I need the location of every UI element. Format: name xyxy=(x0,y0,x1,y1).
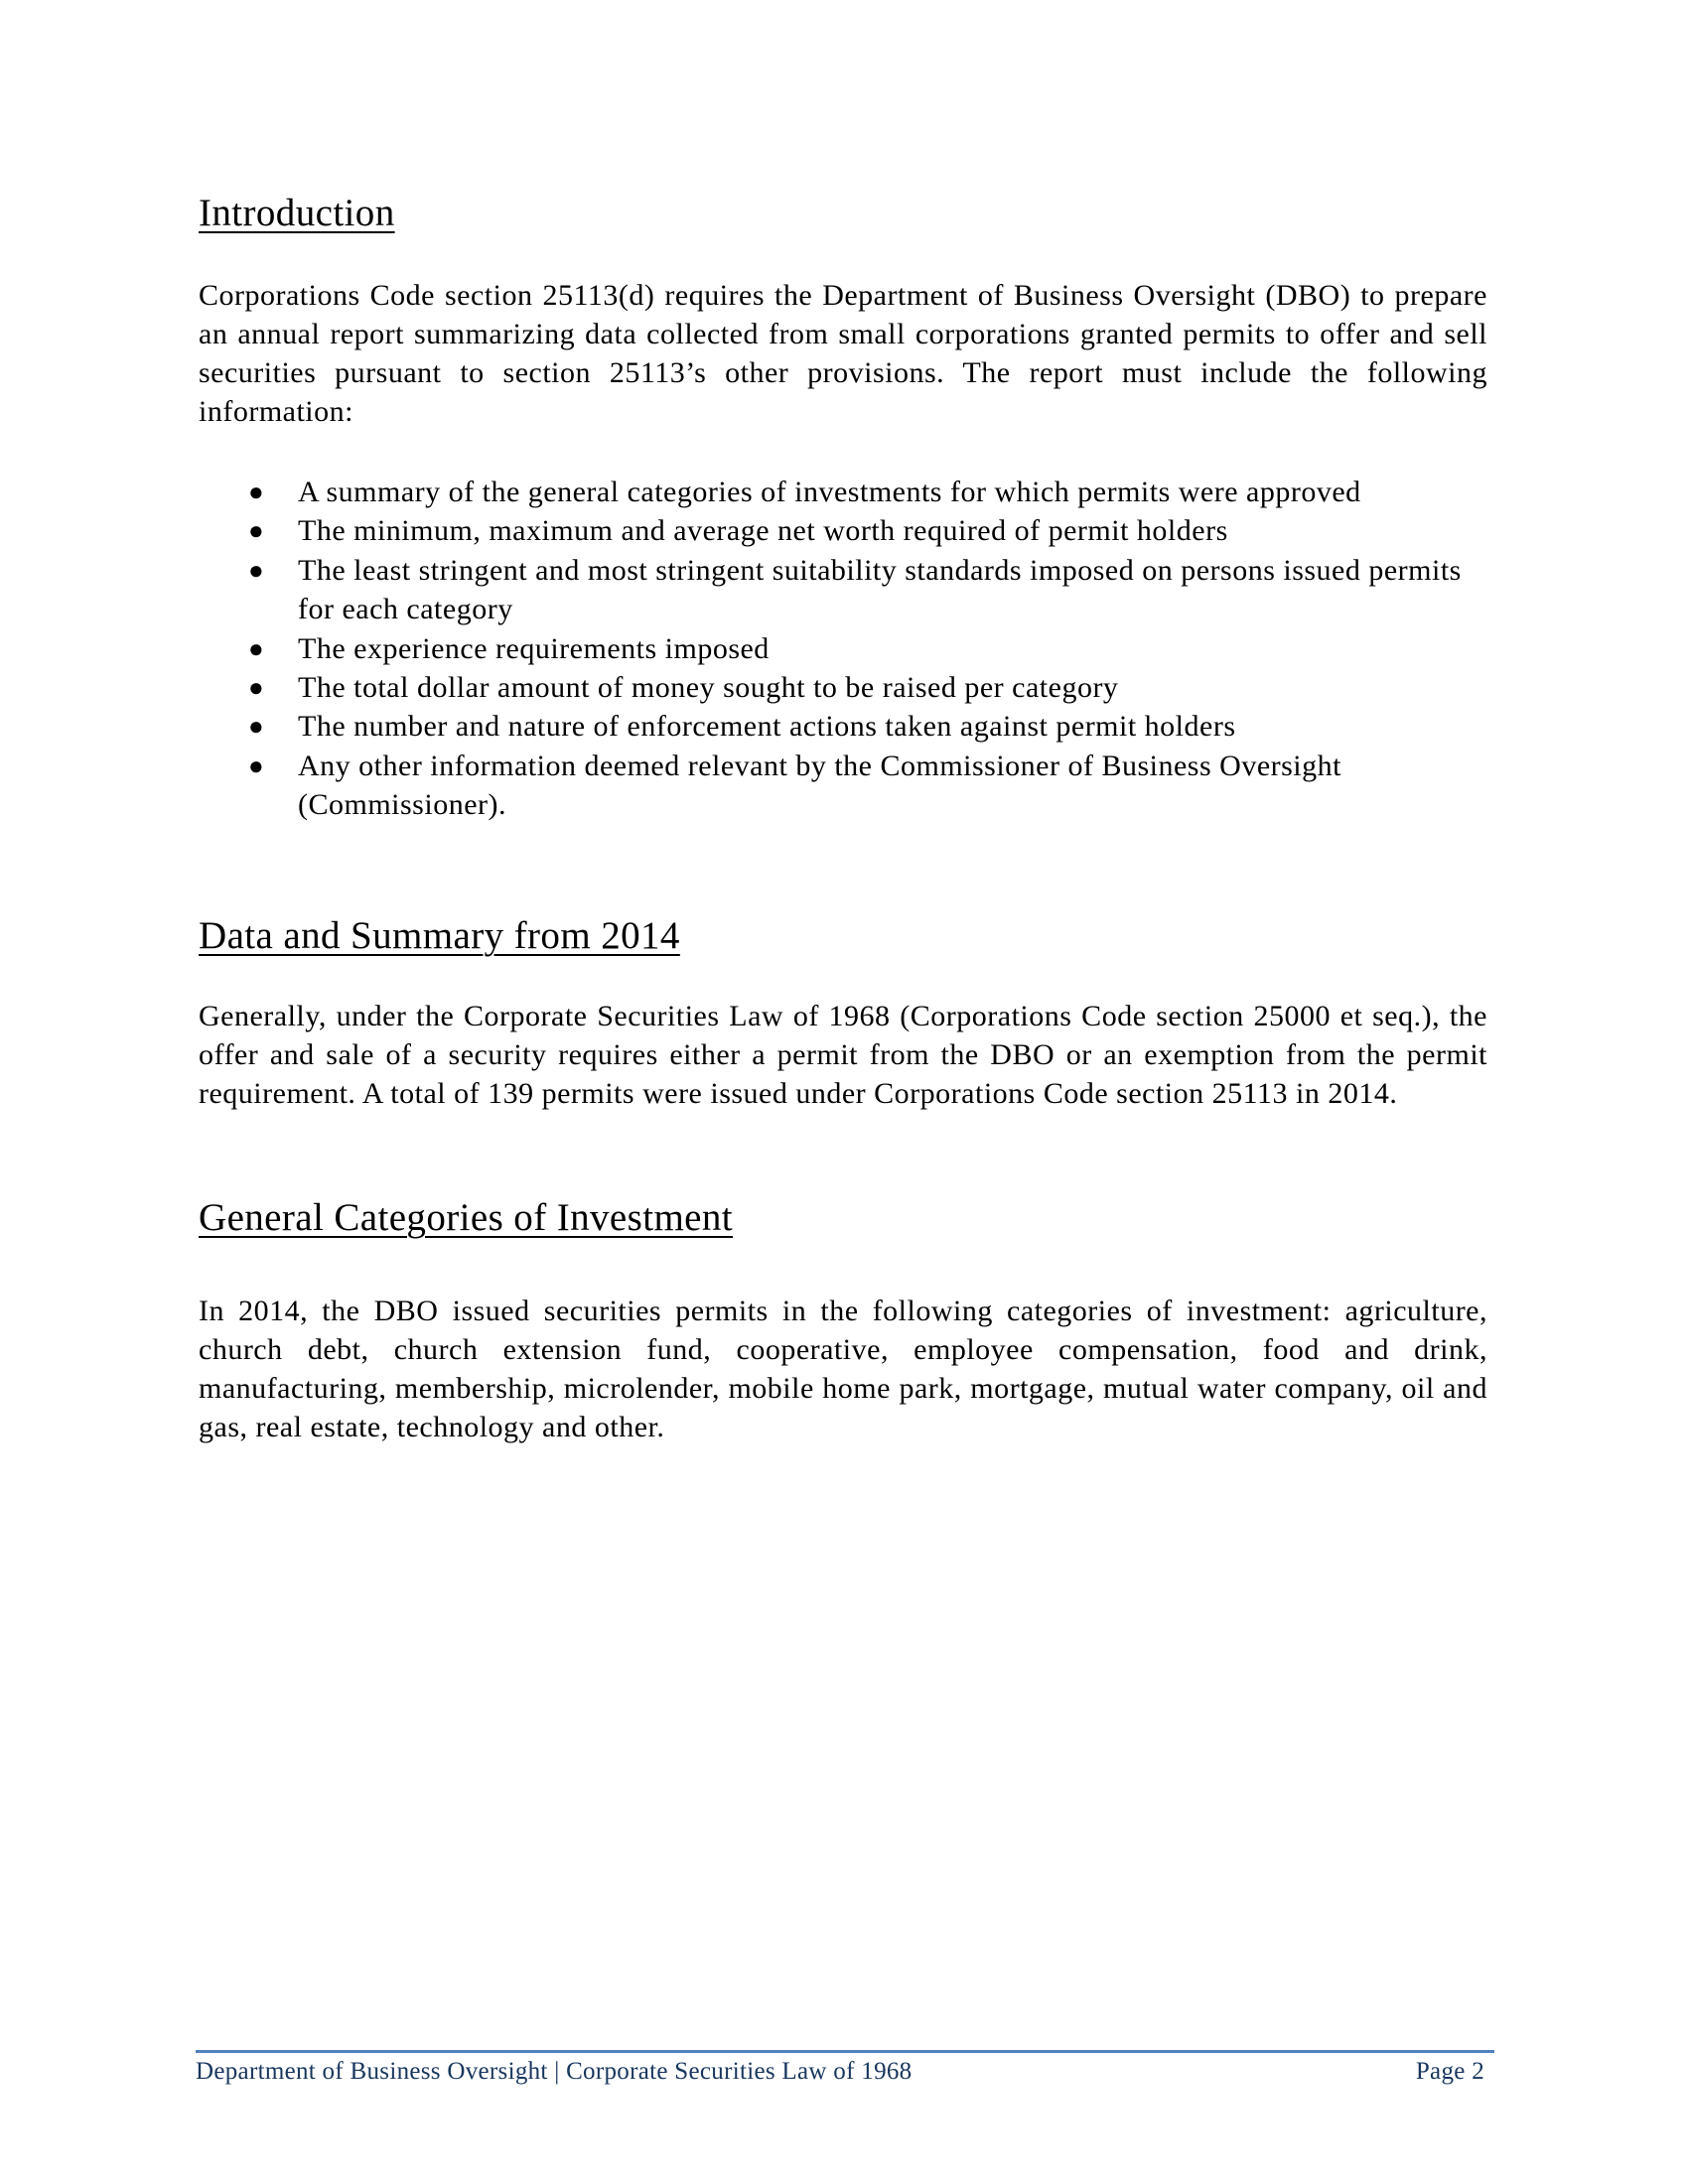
list-item-text: The minimum, maximum and average net worth required of permit holders xyxy=(298,514,1228,548)
bullet-icon: ● xyxy=(248,478,265,506)
data-summary-paragraph: Generally, under the Corporate Securities Law of 1968 (Corporations Code section 25000 et seq.), the offer and sale of a security requires either a permit from the DBO or an exemption from the permit requirement. A total of 139 permits were issued under Corporations Code section 25113 in 2014. xyxy=(199,1000,1487,1110)
footer-rule xyxy=(196,2050,1494,2053)
introduction-paragraph: Corporations Code section 25113(d) requires the Department of Business Oversight (DBO) to prepare an annual report summarizing data collected from small corporations granted permits to offer and sell securities pursuant to section 25113’s other provisions. The report must include the following information: xyxy=(199,279,1487,428)
introduction-heading: Introduction xyxy=(199,192,395,234)
report-requirements-list xyxy=(199,473,1487,825)
bullet-icon: ● xyxy=(248,673,265,703)
footer-title: Department of Business Oversight | Corporate Securities Law of 1968 xyxy=(196,2058,913,2085)
list-item-text: The number and nature of enforcement actions taken against permit holders xyxy=(298,710,1236,744)
page-number: Page 2 xyxy=(1415,2058,1484,2085)
list-item-text: The total dollar amount of money sought to be raised per category xyxy=(298,671,1119,705)
categories-paragraph: In 2014, the DBO issued securities permits in the following categories of investment: agriculture, church debt, church extension fund, cooperative, employee compensation, food and drink, manufacturing, membership, microlender, mobile home park, mortgage, mutual water company, oil and gas, real estate, technology and other. xyxy=(199,1295,1487,1443)
bullet-icon: ● xyxy=(248,516,265,546)
bullet-icon: ● xyxy=(248,751,265,780)
list-item xyxy=(199,629,1487,668)
list-item xyxy=(199,668,1487,707)
data-summary-heading: Data and Summary from 2014 xyxy=(199,914,680,957)
list-item-text: A summary of the general categories of investments for which permits were approved xyxy=(298,476,1361,508)
list-item xyxy=(199,473,1487,511)
list-item xyxy=(199,707,1487,746)
list-item xyxy=(199,551,1487,629)
bullet-icon: ● xyxy=(248,555,265,585)
list-item-text: The experience requirements imposed xyxy=(298,631,770,665)
list-item xyxy=(199,511,1487,550)
list-item-text: The least stringent and most stringent suitability standards imposed on persons issued permits for each category xyxy=(298,553,1462,626)
categories-heading: General Categories of Investment xyxy=(199,1196,734,1239)
list-item-text: Any other information deemed relevant by the Commissioner of Business Oversight (Commissioner). xyxy=(298,749,1341,822)
bullet-icon: ● xyxy=(248,712,265,742)
list-item xyxy=(199,747,1487,825)
bullet-icon: ● xyxy=(248,633,265,663)
